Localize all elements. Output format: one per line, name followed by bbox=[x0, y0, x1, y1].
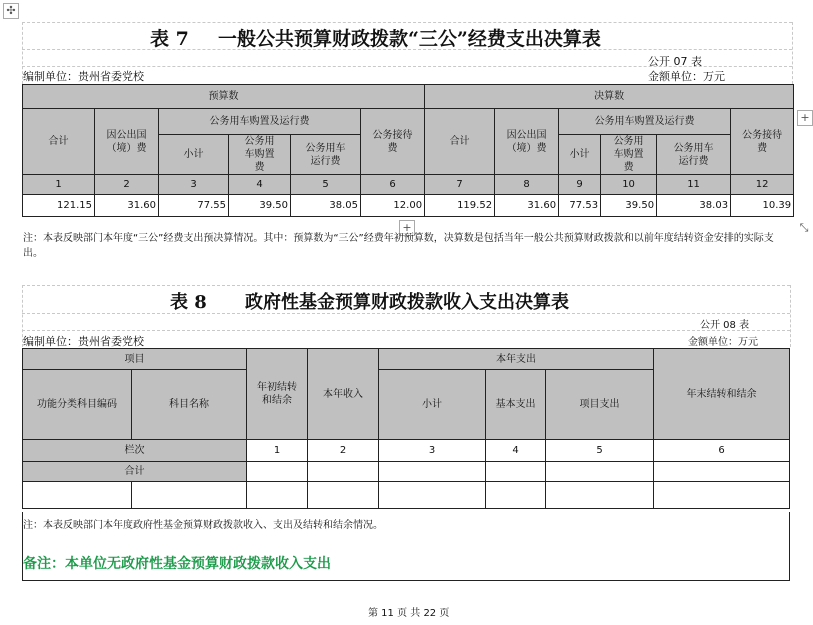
t8-total-cell[interactable] bbox=[486, 462, 546, 482]
t8-title: 政府性基金预算财政拨款收入支出决算表 bbox=[245, 292, 569, 313]
t8-col-number: 5 bbox=[546, 440, 654, 462]
t8-empty-cell[interactable] bbox=[308, 482, 379, 509]
t7-value-cell[interactable]: 38.05 bbox=[291, 195, 361, 217]
t7-header-abroad: 因公出国（境）费 bbox=[95, 109, 159, 175]
t8-header-code: 功能分类科目编码 bbox=[23, 370, 132, 440]
t8-col-number: 1 bbox=[247, 440, 308, 462]
t8-header-subtotal: 小计 bbox=[379, 370, 486, 440]
t8-total-cell[interactable] bbox=[379, 462, 486, 482]
t7-col-number: 10 bbox=[601, 175, 657, 195]
t7-value-cell[interactable]: 10.39 bbox=[731, 195, 794, 217]
t8-total-label: 合计 bbox=[23, 462, 247, 482]
t7-value-cell[interactable]: 77.53 bbox=[559, 195, 601, 217]
t8-header-income: 本年收入 bbox=[308, 349, 379, 440]
t8-header-basic: 基本支出 bbox=[486, 370, 546, 440]
t7-value-cell[interactable]: 12.00 bbox=[361, 195, 425, 217]
t7-header-total: 合计 bbox=[23, 109, 95, 175]
t7-header-car-run-final: 公务用车运行费 bbox=[657, 135, 731, 175]
t8-remark: 备注：本单位无政府性基金预算财政拨款收入支出 bbox=[23, 556, 331, 572]
t8-header-expense: 本年支出 bbox=[379, 349, 654, 370]
table-move-handle[interactable]: ✣ bbox=[3, 3, 19, 19]
t7-note: 注：本表反映部门本年度“三公”经费支出预决算情况。其中：预算数为“三公”经费年初预算数，决算数是包括当年一般公共预算财政拨款和以前年度结转资金安排的实际支出。 bbox=[23, 233, 774, 259]
t7-group-final: 决算数 bbox=[425, 85, 794, 109]
t7-col-number: 8 bbox=[495, 175, 559, 195]
t7-header-subtotal-final: 小计 bbox=[559, 135, 601, 175]
t8-header-carry-in: 年初结转和结余 bbox=[247, 349, 308, 440]
t8-total-cell[interactable] bbox=[654, 462, 790, 482]
t7-col-number: 12 bbox=[731, 175, 794, 195]
t7-value-cell[interactable]: 39.50 bbox=[601, 195, 657, 217]
add-column-handle[interactable]: + bbox=[797, 110, 813, 126]
t8-total-cell[interactable] bbox=[308, 462, 379, 482]
t7-col-number: 7 bbox=[425, 175, 495, 195]
t8-title-number: 表 8 bbox=[170, 292, 207, 313]
t7-title-number: 表 7 bbox=[150, 28, 189, 50]
t7-header-subtotal: 小计 bbox=[159, 135, 229, 175]
t7-col-number: 3 bbox=[159, 175, 229, 195]
t7-col-number: 11 bbox=[657, 175, 731, 195]
add-row-handle[interactable]: + bbox=[399, 220, 415, 236]
t8-total-cell[interactable] bbox=[546, 462, 654, 482]
t7-header-reception-final: 公务接待费 bbox=[731, 109, 794, 175]
t8-header-project: 项目支出 bbox=[546, 370, 654, 440]
t8-col-number: 6 bbox=[654, 440, 790, 462]
t7-value-cell[interactable]: 119.52 bbox=[425, 195, 495, 217]
t8-unit-left: 编制单位：贵州省委党校 bbox=[23, 335, 144, 348]
t8-form-number: 公开 08 表 bbox=[700, 320, 750, 331]
t8-row-number-label: 栏次 bbox=[23, 440, 247, 462]
t7-table bbox=[22, 84, 794, 217]
t7-form-number: 公开 07 表 bbox=[648, 55, 702, 68]
t7-header-car-buy-final: 公务用车购置费 bbox=[601, 135, 657, 175]
t7-value-cell[interactable]: 39.50 bbox=[229, 195, 291, 217]
t7-col-number: 2 bbox=[95, 175, 159, 195]
t7-col-number: 4 bbox=[229, 175, 291, 195]
t7-col-number: 1 bbox=[23, 175, 95, 195]
t7-value-cell[interactable]: 77.55 bbox=[159, 195, 229, 217]
t8-col-number: 4 bbox=[486, 440, 546, 462]
t8-empty-cell[interactable] bbox=[132, 482, 247, 509]
t7-value-cell[interactable]: 31.60 bbox=[95, 195, 159, 217]
t8-header-item: 项目 bbox=[23, 349, 247, 370]
t8-col-number: 2 bbox=[308, 440, 379, 462]
t7-col-number: 5 bbox=[291, 175, 361, 195]
t8-note: 注：本表反映部门本年度政府性基金预算财政拨款收入、支出及结转和结余情况。 bbox=[23, 520, 383, 531]
t8-empty-cell[interactable] bbox=[654, 482, 790, 509]
t8-header-name: 科目名称 bbox=[132, 370, 247, 440]
t7-header-abroad-final: 因公出国（境）费 bbox=[495, 109, 559, 175]
t7-unit-left: 编制单位：贵州省委党校 bbox=[23, 70, 144, 83]
t7-col-number: 9 bbox=[559, 175, 601, 195]
t8-unit-right: 金额单位：万元 bbox=[688, 337, 758, 348]
t8-empty-cell[interactable] bbox=[486, 482, 546, 509]
t7-col-number: 6 bbox=[361, 175, 425, 195]
t7-header-car-final: 公务用车购置及运行费 bbox=[559, 109, 731, 135]
t7-header-car-buy: 公务用车购置费 bbox=[229, 135, 291, 175]
t7-header-car-run: 公务用车运行费 bbox=[291, 135, 361, 175]
table-resize-handle[interactable]: ⤡ bbox=[797, 221, 811, 235]
t8-empty-cell[interactable] bbox=[247, 482, 308, 509]
t7-title: 一般公共预算财政拨款“三公”经费支出决算表 bbox=[218, 28, 601, 50]
page-footer: 第 11 页 共 22 页 bbox=[368, 608, 450, 619]
t8-table bbox=[22, 348, 790, 509]
t7-value-cell[interactable]: 121.15 bbox=[23, 195, 95, 217]
t7-header-car: 公务用车购置及运行费 bbox=[159, 109, 361, 135]
t7-header-reception: 公务接待费 bbox=[361, 109, 425, 175]
t8-empty-cell[interactable] bbox=[546, 482, 654, 509]
t8-empty-cell[interactable] bbox=[23, 482, 132, 509]
t7-unit-right: 金额单位：万元 bbox=[648, 70, 725, 83]
t7-value-cell[interactable]: 38.03 bbox=[657, 195, 731, 217]
t7-value-cell[interactable]: 31.60 bbox=[495, 195, 559, 217]
t7-header-total-final: 合计 bbox=[425, 109, 495, 175]
t8-col-number: 3 bbox=[379, 440, 486, 462]
t8-empty-cell[interactable] bbox=[379, 482, 486, 509]
t8-header-carry-out: 年末结转和结余 bbox=[654, 349, 790, 440]
t8-total-cell[interactable] bbox=[247, 462, 308, 482]
t7-group-budget: 预算数 bbox=[23, 85, 425, 109]
